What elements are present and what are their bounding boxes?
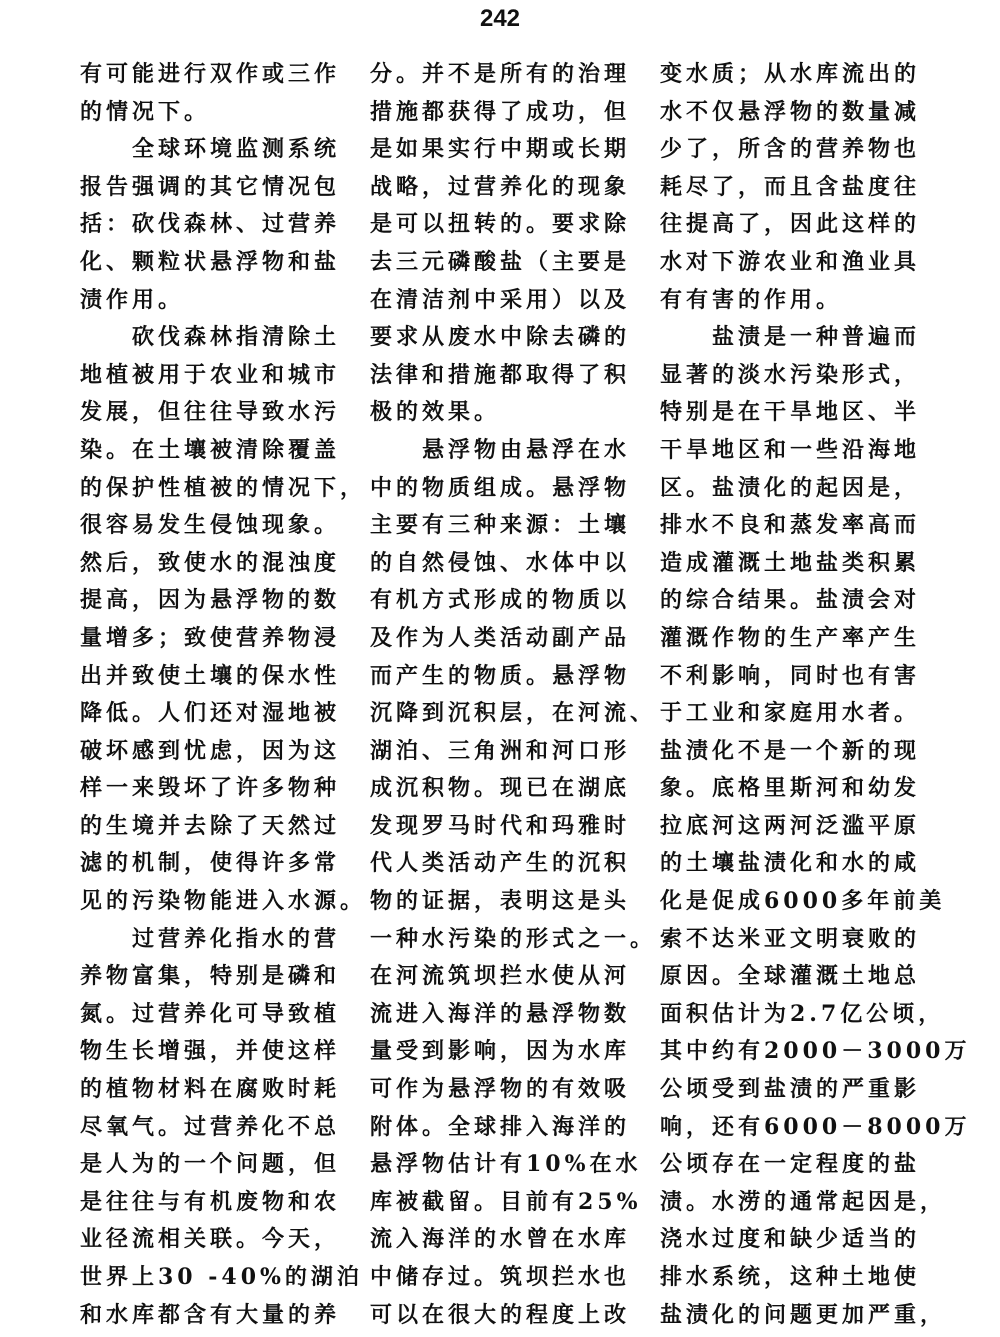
text-line: 破坏感到忧虑，因为这 — [80, 737, 341, 764]
text-line: 拉底河这两河泛滥平原 — [660, 812, 921, 839]
text-line: 盐渍是一种普遍而 — [712, 324, 921, 351]
text-line: 出并致使土壤的保水性 — [80, 662, 341, 689]
text-line: 养物富集，特别是磷和 — [80, 963, 341, 990]
text-line: 悬浮物估计有10%在水 — [370, 1151, 642, 1178]
text-line: 的保护性植被的情况下， — [80, 474, 367, 501]
text-line: 浇水过度和缺少适当的 — [660, 1226, 921, 1253]
text-column-1 — [80, 56, 370, 1334]
text-line: 过营养化指水的营 — [132, 925, 341, 952]
text-line: 化是促成6000多年前美 — [660, 888, 946, 915]
text-line: 发现罗马时代和玛雅时 — [370, 812, 631, 839]
text-line: 区。盐渍化的起因是， — [660, 474, 921, 501]
text-line: 报告强调的其它情况包 — [80, 173, 341, 200]
text-line: 悬浮物由悬浮在水 — [422, 436, 631, 463]
text-line: 于工业和家庭用水者。 — [660, 700, 921, 727]
text-line: 不利影响，同时也有害 — [660, 662, 921, 689]
text-line: 和水库都含有大量的养 — [80, 1301, 341, 1328]
text-line: 代人类活动产生的沉积 — [370, 850, 631, 877]
text-line: 的土壤盐渍化和水的咸 — [660, 850, 921, 877]
text-line: 法律和措施都取得了积 — [370, 361, 631, 388]
text-line: 特别是在干旱地区、半 — [660, 399, 921, 426]
text-line: 耗尽了，而且含盐度往 — [660, 173, 921, 200]
text-line: 战略，过营养化的现象 — [370, 173, 631, 200]
text-line: 世界上30 -40%的湖泊 — [80, 1264, 363, 1290]
text-line: 见的污染物能进入水源。 — [80, 888, 367, 915]
text-line: 其中约有2000－3000万 — [660, 1038, 971, 1065]
text-line: 少了，所含的营养物也 — [660, 136, 921, 163]
text-line: 的生境并去除了天然过 — [80, 812, 341, 839]
text-line: 象。底格里斯河和幼发 — [660, 775, 921, 802]
text-line: 流入海洋的水曾在水库 — [370, 1226, 631, 1253]
text-line: 是可以扭转的。要求除 — [370, 211, 631, 238]
text-line: 极的效果。 — [370, 399, 501, 426]
text-line: 成沉积物。现已在湖底 — [370, 775, 631, 802]
text-line: 的情况下。 — [80, 98, 211, 125]
text-line: 的综合结果。盐渍会对 — [660, 587, 921, 614]
text-line: 而产生的物质。悬浮物 — [370, 662, 631, 689]
text-line: 提高，因为悬浮物的数 — [80, 587, 341, 614]
text-line: 是如果实行中期或长期 — [370, 136, 631, 163]
text-line: 全球环境监测系统 — [132, 136, 341, 163]
text-line: 面积估计为2.7亿公顷， — [660, 1000, 945, 1027]
text-line: 造成灌溉土地盐类积累 — [660, 549, 921, 576]
text-line: 地植被用于农业和城市 — [80, 361, 341, 388]
text-line: 砍伐森林指清除土 — [132, 324, 341, 351]
text-line: 要求从废水中除去磷的 — [370, 324, 631, 351]
text-line: 化、颗粒状悬浮物和盐 — [80, 248, 341, 275]
text-line: 然后，致使水的混浊度 — [80, 549, 341, 576]
text-line: 物生长增强，并使这样 — [80, 1038, 341, 1065]
text-line: 氮。过营养化可导致植 — [80, 1000, 341, 1027]
text-line: 是人为的一个问题，但 — [80, 1151, 341, 1178]
text-line: 往提高了，因此这样的 — [660, 211, 921, 238]
text-line: 滤的机制，使得许多常 — [80, 850, 341, 877]
text-line: 显著的淡水污染形式， — [660, 361, 921, 388]
text-line: 灌溉作物的生产率产生 — [660, 624, 921, 651]
text-line: 渍作用。 — [80, 286, 185, 313]
text-line: 水对下游农业和渔业具 — [660, 248, 921, 275]
text-line: 有有害的作用。 — [660, 286, 843, 313]
text-line: 湖泊、三角洲和河口形 — [370, 737, 631, 764]
text-line: 是往往与有机废物和农 — [80, 1188, 341, 1215]
text-line: 水不仅悬浮物的数量减 — [660, 98, 921, 125]
text-line: 量受到影响，因为水库 — [370, 1038, 631, 1065]
text-line: 分。并不是所有的治理 — [370, 61, 631, 87]
text-line: 库被截留。目前有25% — [370, 1188, 642, 1215]
text-line: 排水不良和蒸发率高而 — [660, 512, 921, 539]
text-line: 业径流相关联。今天， — [80, 1226, 341, 1253]
text-line: 措施都获得了成功，但 — [370, 98, 631, 125]
text-line: 量增多；致使营养物浸 — [80, 624, 341, 651]
text-line: 在河流筑坝拦水使从河 — [370, 963, 631, 990]
text-line: 括：砍伐森林、过营养 — [80, 211, 341, 238]
text-column-2 — [370, 56, 660, 1334]
text-line: 索不达米亚文明衰败的 — [660, 925, 921, 952]
text-line: 的植物材料在腐败时耗 — [80, 1076, 341, 1103]
text-line: 发展，但往往导致水污 — [80, 399, 341, 426]
text-line: 去三元磷酸盐（主要是 — [370, 248, 631, 275]
text-line: 盐渍化的问题更加严重， — [660, 1301, 947, 1328]
text-line: 盐渍化不是一个新的现 — [660, 737, 921, 764]
text-line: 可以在很大的程度上改 — [370, 1301, 631, 1328]
text-line: 降低。人们还对湿地被 — [80, 700, 341, 727]
text-line: 原因。全球灌溉土地总 — [660, 963, 921, 990]
text-line: 一种水污染的形式之一。 — [370, 925, 657, 952]
text-line: 在清洁剂中采用）以及 — [370, 286, 631, 313]
text-line: 尽氧气。过营养化不总 — [80, 1113, 341, 1140]
text-line: 响，还有6000－8000万 — [660, 1113, 971, 1140]
text-line: 主要有三种来源：土壤 — [370, 512, 631, 539]
text-column-3 — [660, 56, 971, 1334]
text-line: 有可能进行双作或三作 — [80, 61, 341, 87]
text-line: 渍。水涝的通常起因是， — [660, 1188, 947, 1215]
text-line: 可作为悬浮物的有效吸 — [370, 1076, 631, 1103]
text-line: 染。在土壤被清除覆盖 — [80, 436, 341, 463]
text-line: 很容易发生侵蚀现象。 — [80, 512, 341, 539]
page-number: 242 — [479, 5, 521, 32]
text-line: 附体。全球排入海洋的 — [370, 1113, 631, 1140]
text-line: 排水系统，这种土地使 — [660, 1264, 921, 1290]
text-line: 中的物质组成。悬浮物 — [370, 474, 631, 501]
text-line: 公顷受到盐渍的严重影 — [660, 1076, 921, 1103]
text-line: 公顷存在一定程度的盐 — [660, 1151, 921, 1178]
text-line: 有机方式形成的物质以 — [370, 587, 631, 614]
text-line: 物的证据，表明这是头 — [370, 888, 631, 915]
text-line: 样一来毁坏了许多物种 — [80, 775, 341, 802]
text-line: 沉降到沉积层，在河流、 — [370, 700, 657, 727]
text-line: 中储存过。筑坝拦水也 — [370, 1264, 631, 1290]
text-line: 干旱地区和一些沿海地 — [660, 436, 921, 463]
text-line: 流进入海洋的悬浮物数 — [370, 1000, 631, 1027]
text-line: 的自然侵蚀、水体中以 — [370, 549, 631, 576]
text-line: 及作为人类活动副产品 — [370, 624, 631, 651]
text-line: 变水质；从水库流出的 — [660, 61, 921, 87]
